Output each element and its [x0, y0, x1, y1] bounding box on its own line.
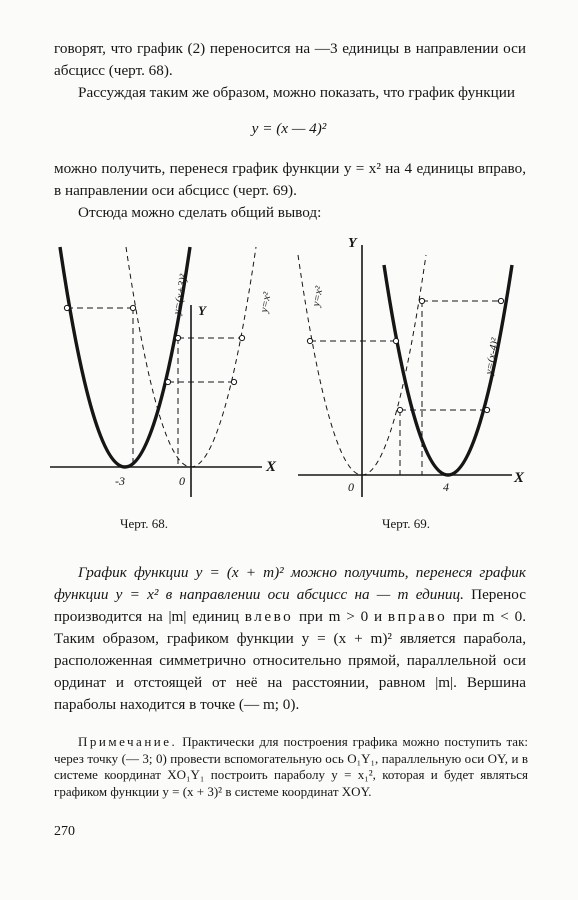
formula: y = (x — 4)²: [251, 120, 327, 137]
x-axis-label: X: [514, 470, 525, 486]
origin-label: 0: [348, 480, 354, 494]
y-axis-label: Y: [198, 303, 206, 318]
curve-y-x2-label: y=x²: [310, 285, 326, 308]
rule-statement: График функции y = (x + m)² можно получить, перенеся график функции y = x² в направлении оси абсцисс на — m единиц.: [54, 564, 526, 603]
y-axis-label: Y: [348, 236, 357, 251]
curve-shifted-label: y=(x+3)²: [171, 273, 191, 316]
origin-label: 0: [179, 474, 185, 488]
caption-69: Черт. 69.: [382, 516, 431, 531]
curve-y-x2-label: y=x²: [258, 291, 274, 314]
x-axis-label: X: [266, 459, 277, 475]
paragraph-2: Рассуждая таким же образом, можно показать, что график функции: [78, 84, 516, 101]
paragraph-3: можно получить, перенеся график функции y = x² на 4 единицы вправо, в направлении оси абсцисс (черт. 69).: [54, 160, 526, 199]
paragraph-4: Отсюда можно сделать общий вывод:: [78, 204, 322, 221]
figure-68: [40, 235, 290, 505]
figure-69: [292, 235, 542, 505]
note-heading: Примечание.: [78, 734, 178, 749]
paragraph-1: говорят, что график (2) переносится на —3 единицы в направлении оси абсцисс (черт. 68).: [54, 40, 526, 79]
vertex-label: 4: [443, 480, 449, 494]
page-number: 270: [54, 824, 75, 839]
note: Примечание. Практически для построения графика можно поступить так: через точку (— 3; 0) провести вспомогательную ось O₁Y₁, параллельную оси OY, и в системе координат XO₁Y₁ построить параболу y = x₁², которая и будет являться графиком функции y = (x + 3)² в системе координат XOY.: [54, 734, 528, 799]
vertex-label: -3: [115, 474, 125, 488]
curve-shifted: [60, 247, 190, 467]
paragraph-5: График функции y = (x + m)² можно получить, перенеся график функции y = x² в направлении оси абсцисс на — m единиц. Перенос производится на |m| единиц влево при m > 0 и вправо при m < 0. Таким образом, графиком функции y = (x + m)² является парабола, расположенная симметрично относительно прямой, параллельной оси ординат и отстоящей от неё на расстоянии, равном |m|. Вершина параболы находится в точке (— m; 0).: [54, 564, 526, 713]
curve-shifted-label: y=(x-4)²: [483, 337, 502, 376]
caption-68: Черт. 68.: [120, 516, 169, 531]
